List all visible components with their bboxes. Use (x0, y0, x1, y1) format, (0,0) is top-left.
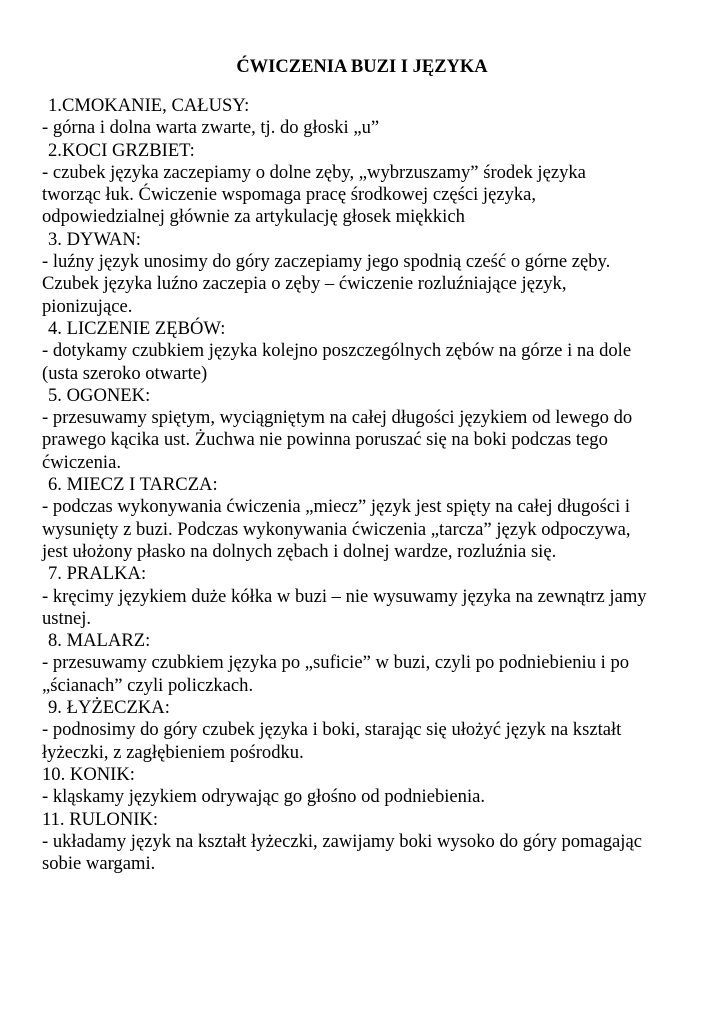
exercise-description-line: tworząc łuk. Ćwiczenie wspomaga pracę środkowej części języka, (42, 184, 537, 206)
exercise-heading: 8. MALARZ: (48, 630, 151, 652)
exercise-description-line: jest ułożony płasko na dolnych zębach i dolnej wardze, rozluźnia się. (42, 540, 557, 562)
exercise-description-line: - przesuwamy spiętym, wyciągniętym na całej długości językiem od lewego do (42, 407, 633, 429)
exercise-heading: 5. OGONEK: (48, 384, 151, 406)
exercise-description-line: - kląskamy językiem odrywając go głośno od podniebienia. (42, 786, 486, 808)
exercise-heading: 11. RULONIK: (42, 808, 159, 830)
exercise-description-line: - kręcimy językiem duże kółka w buzi – nie wysuwamy języka na zewnątrz jamy (42, 585, 647, 607)
exercise-description-line: odpowiedzialnej głównie za artykulację głosek miękkich (42, 206, 465, 228)
exercise-description-line: ustnej. (42, 607, 92, 629)
exercise-description-line: łyżeczki, z zagłębieniem pośrodku. (42, 741, 304, 763)
exercise-heading: 3. DYWAN: (48, 228, 141, 250)
exercise-heading: 1.CMOKANIE, CAŁUSY: (48, 95, 250, 116)
exercise-heading: 6. MIECZ I TARCZA: (48, 474, 218, 496)
exercise-description-line: - podczas wykonywania ćwiczenia „miecz” język jest spięty na całej długości i (42, 496, 631, 518)
document-body (42, 95, 692, 875)
exercise-description-line: sobie wargami. (42, 853, 156, 875)
exercise-description-line: (usta szeroko otwarte) (42, 362, 208, 384)
exercise-description-line: - górna i dolna warta zwarte, tj. do głoski „u” (42, 117, 380, 139)
exercise-description-line: „ścianach” czyli policzkach. (42, 674, 254, 696)
exercise-description-line: ćwiczenia. (42, 451, 121, 473)
document-title: ĆWICZENIA BUZI I JĘZYKA (236, 57, 488, 77)
exercise-heading: 2.KOCI GRZBIET: (48, 139, 195, 161)
exercise-description-line: - przesuwamy czubkiem języka po „suficie” w buzi, czyli po podniebieniu i po (42, 652, 630, 674)
exercise-description-line: Czubek języka luźno zaczepia o zęby – ćwiczenie rozluźniające język, (42, 273, 567, 295)
exercise-description-line: - dotykamy czubkiem języka kolejno poszczególnych zębów na górze i na dole (42, 340, 632, 362)
exercise-description-line: wysunięty z buzi. Podczas wykonywania ćwiczenia „tarcza” język odpoczywa, (42, 518, 631, 540)
exercise-heading: 4. LICZENIE ZĘBÓW: (48, 317, 226, 339)
exercise-heading: 9. ŁYŻECZKA: (48, 697, 170, 719)
exercise-description-line: prawego kącika ust. Żuchwa nie powinna poruszać się na boki podczas tego (42, 429, 608, 451)
exercise-description-line: - czubek języka zaczepiamy o dolne zęby, „wybrzuszamy” środek języka (42, 161, 586, 183)
exercise-description-line: - podnosimy do góry czubek języka i boki, starając się ułożyć język na kształt (42, 719, 622, 741)
exercise-heading: 7. PRALKA: (48, 563, 147, 585)
exercise-description-line: - układamy język na kształt łyżeczki, zawijamy boki wysoko do góry pomagając (42, 830, 642, 852)
exercise-description-line: - luźny język unosimy do góry zaczepiamy jego spodnią cześć o górne zęby. (42, 251, 611, 273)
exercise-description-line: pionizujące. (42, 295, 133, 317)
exercise-heading: 10. KONIK: (42, 763, 135, 785)
